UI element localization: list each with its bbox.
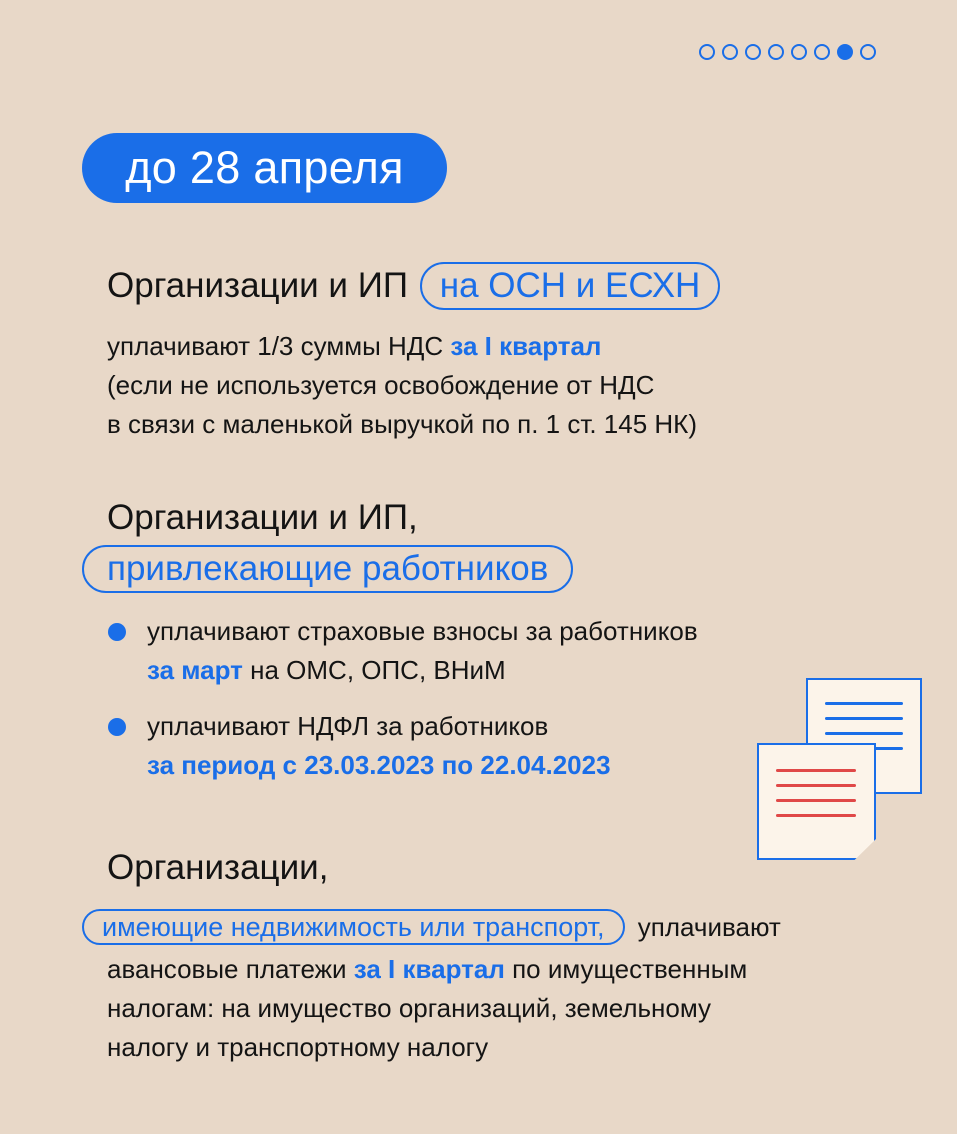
section3-line2-pre: авансовые платежи	[107, 954, 354, 984]
bullet-dot-1	[108, 623, 126, 641]
section2-title: Организации и ИП,	[107, 498, 418, 537]
section3-line1	[82, 908, 781, 947]
section3-line4: налогу и транспортному налогу	[107, 1032, 489, 1062]
section1-heading	[107, 262, 720, 310]
pagination-dot-3[interactable]	[745, 44, 761, 60]
pagination-dot-7-active[interactable]	[837, 44, 853, 60]
section3-pill: имеющие недвижимость или транспорт,	[82, 909, 625, 945]
section1-highlight: за I квартал	[450, 331, 602, 361]
bullet-item-1	[147, 612, 698, 690]
section2-pill-wrap	[82, 545, 573, 593]
pagination-dot-2[interactable]	[722, 44, 738, 60]
pagination-dot-5[interactable]	[791, 44, 807, 60]
section3-body	[107, 950, 747, 1067]
pagination-dot-1[interactable]	[699, 44, 715, 60]
section1-body	[107, 327, 697, 444]
section3-highlight: за I квартал	[353, 954, 505, 984]
section1-line1: уплачивают 1/3 суммы НДС	[107, 331, 451, 361]
section2-pill: привлекающие работников	[82, 545, 573, 593]
section3-title: Организации,	[107, 848, 329, 887]
pagination-dots	[699, 44, 876, 60]
bullet1-line1: уплачивают страховые взносы за работников	[147, 616, 698, 646]
section1-title: Организации и ИП	[107, 266, 409, 305]
date-badge: до 28 апреля	[82, 133, 447, 203]
section3-after-pill: уплачивают	[637, 912, 781, 942]
section3-line2-post: по имущественным	[504, 954, 748, 984]
bullet-dot-2	[108, 718, 126, 736]
section1-pill: на ОСН и ЕСХН	[420, 262, 721, 310]
pagination-dot-6[interactable]	[814, 44, 830, 60]
section1-line2: (если не используется освобождение от НДС	[107, 370, 655, 400]
bullet1-rest: на ОМС, ОПС, ВНиМ	[242, 655, 506, 685]
red-sheet	[757, 743, 876, 860]
bullet1-highlight: за март	[147, 655, 243, 685]
pagination-dot-4[interactable]	[768, 44, 784, 60]
bullet2-highlight: за период с 23.03.2023 по 22.04.2023	[147, 750, 611, 780]
section3-line3: налогам: на имущество организаций, земельному	[107, 993, 712, 1023]
bullet-item-2	[147, 707, 611, 785]
pagination-dot-8[interactable]	[860, 44, 876, 60]
section1-line3: в связи с маленькой выручкой по п. 1 ст. 145 НК)	[107, 409, 697, 439]
bullet2-line1: уплачивают НДФЛ за работников	[147, 711, 549, 741]
